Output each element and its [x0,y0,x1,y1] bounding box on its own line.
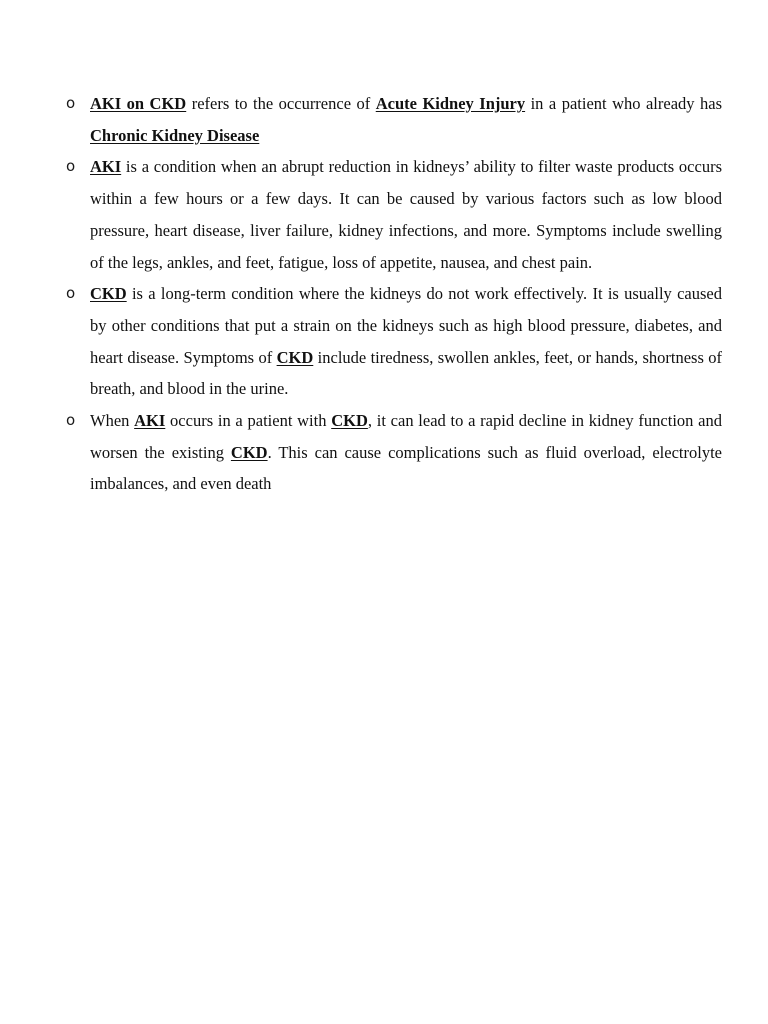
bullet-paragraph [90,151,722,278]
key-term: CKD [90,284,127,304]
bullet-paragraph [90,278,722,405]
key-term: AKI on CKD [90,94,187,113]
key-term: CKD [276,347,314,367]
list-item [66,88,722,151]
key-term: AKI [134,411,166,431]
body-text: . This can cause complications such as fluid overload, electrolyte imbalances, and even death [90,442,722,494]
body-text: is a long-term condition where the kidneys do not work effectively. It is usually caused by other conditions that put a strain on the kidneys such as high blood pressure, diabetes, and heart disease. Symptoms of [90,284,722,367]
key-term: CKD [230,442,268,462]
body-text: When [90,411,135,431]
body-text: occurs in a patient with [165,411,332,431]
key-term: CKD [331,411,368,431]
bullet-marker: o [66,157,76,176]
body-text: in a patient who already has [525,94,722,113]
document-body [66,88,722,500]
key-term: Chronic Kidney Disease [90,125,260,145]
list-item [66,151,722,278]
body-text: , it can lead to a rapid decline in kidney function and worsen the existing [90,411,722,462]
bullet-paragraph [90,405,722,500]
body-text: is a condition when an abrupt reduction in kidneys’ ability to filter waste products occurs within a few hours or a few days. It can be caused by various factors such as low blood pressure, heart disease, liver failure, kidney infections, and more. Symptoms include swelling of the legs, ankles, and feet, fatigue, loss of appetite, nausea, and chest pain. [90,157,722,272]
bullet-marker: o [66,94,76,112]
list-item [66,278,722,405]
body-text: include tiredness, swollen ankles, feet, or hands, shortness of breath, and blood in the urine. [90,347,723,399]
list-item [66,405,722,500]
bullet-list [66,88,722,500]
key-term: AKI [90,157,122,177]
bullet-marker: o [66,411,76,430]
bullet-marker: o [66,284,76,303]
body-text: refers to the occurrence of [186,94,376,113]
key-term: Acute Kidney Injury [375,94,526,113]
bullet-paragraph [90,88,722,151]
